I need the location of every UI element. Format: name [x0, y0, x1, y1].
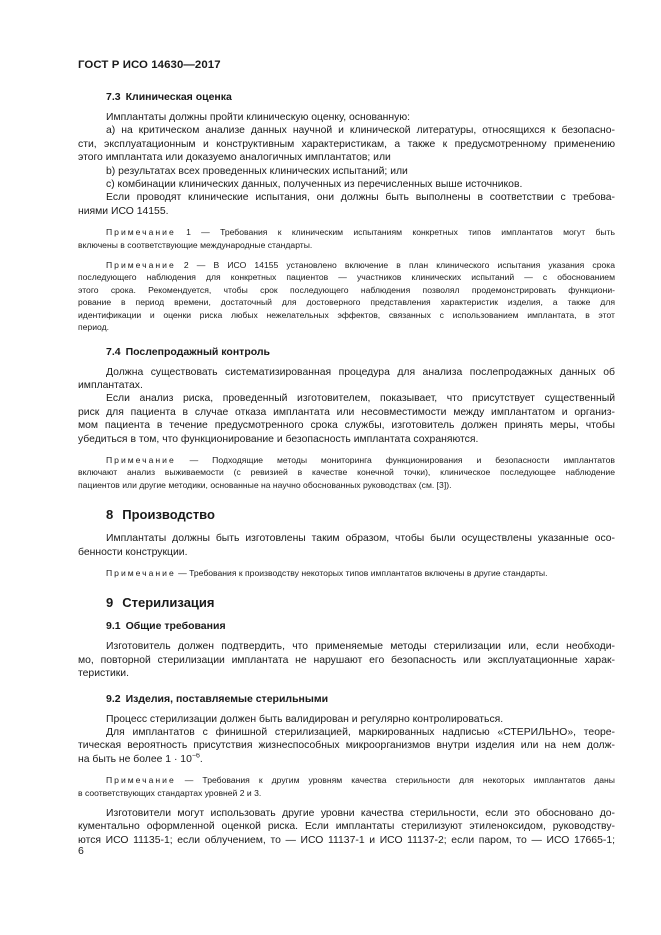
note-line: включены в соответствующие международные стандарты.	[78, 239, 313, 250]
note-text: — Требования к производству некоторых типов имплантатов включены в другие стандарты.	[175, 567, 548, 578]
text-line: этого имплантата или доказуемо аналогичных имплантатов; или	[78, 152, 391, 164]
text-line: сти, эксплуатационным и конструктивным характеристикам, а также к предусмотренному применению	[78, 138, 615, 150]
text-line: Процесс стерилизации должен быть валидирован и регулярно контролироваться.	[106, 713, 504, 725]
note-line	[78, 567, 615, 579]
text-line: кументально оформленной оценкой риска. Если имплантаты стерилизуют этиленоксидом, руководству-	[78, 821, 615, 833]
note-text: 1 — Требования к клиническим испытаниям конкретных типов имплантатов могут быть	[175, 227, 615, 238]
text-line: ниями ИСО 14155.	[78, 205, 169, 217]
note	[78, 774, 615, 799]
section-9-2-heading	[78, 693, 615, 706]
note-line: идентификации и оценки риска любых нежелательных эффектов, связанных с использованием имплантата, в этот	[78, 309, 615, 320]
document-header: ГОСТ Р ИСО 14630—2017	[78, 59, 221, 71]
section-number: 9	[106, 595, 114, 611]
paragraph	[78, 366, 615, 446]
note-1	[78, 226, 615, 251]
section-9-1-heading	[78, 620, 615, 633]
section-title: Стерилизация	[122, 595, 215, 611]
section-title: Послепродажный контроль	[125, 345, 271, 358]
note	[78, 567, 615, 579]
note-label: Примечание	[106, 567, 176, 578]
text-line: мо, повторной стерилизации имплантата не нарушают его безопасность или эксплуатационные харак-	[78, 654, 615, 666]
text-line: бенности конструкции.	[78, 546, 188, 558]
section-9-heading	[78, 595, 615, 611]
text-line: теристики.	[78, 668, 129, 680]
section-title: Производство	[122, 507, 215, 523]
text-line	[78, 753, 615, 766]
paragraph	[78, 713, 615, 767]
section-number: 8	[106, 507, 114, 523]
text-line: мом пациента в течение предусмотренного срока службы, изготовитель должен принять меры, чтобы	[78, 420, 615, 432]
text-line: тическая вероятность присутствия жизнеспособных микроорганизмов внутри изделия или на нем долж-	[78, 740, 615, 752]
text-line: имплантатах.	[78, 379, 143, 391]
section-title: Общие требования	[125, 620, 226, 633]
text-line: Должна существовать систематизированная процедура для анализа послепродажных данных об	[106, 366, 615, 378]
note-line: пациентов или другие методики, основанные на научно обоснованных руководствах (см. [3]).	[78, 479, 452, 490]
section-title: Изделия, поставляемые стерильными	[125, 692, 329, 705]
text-line: а) на критическом анализе данных научной и клинической литературы, относящихся к безопасно-	[106, 125, 615, 137]
note-line: рование в период времени, достаточный для достоверного представления характеристик изделия, а также для	[78, 297, 615, 308]
note-label: Примечание	[106, 260, 176, 271]
note	[78, 454, 615, 491]
text-line: Изготовитель должен подтвердить, что применяемые методы стерилизации или, если необходи-	[106, 641, 615, 653]
note-line	[78, 259, 615, 271]
section-8-heading	[78, 507, 615, 523]
page-number: 6	[78, 845, 84, 857]
note-line	[78, 774, 615, 786]
note-2	[78, 259, 615, 333]
paragraph	[78, 807, 615, 847]
text-line: Если анализ риска, проведенный изготовителем, показывает, что присутствует существенный	[106, 393, 615, 405]
page-content	[78, 91, 615, 847]
note-line	[78, 454, 615, 466]
section-number: 9.2	[106, 692, 121, 705]
note-label: Примечание	[106, 454, 176, 465]
note-text: — Подходящие методы мониторинга функционирования и безопасности имплантатов	[175, 454, 615, 465]
paragraph	[78, 640, 615, 680]
note-line: в соответствующих стандартах уровней 2 и 3.	[78, 787, 262, 798]
note-line: последующего наблюдения для конкретных пациентов — участников клинических испытаний — с обоснованием	[78, 272, 615, 283]
note-line	[78, 226, 615, 238]
text-line: b) результатах всех проведенных клинических испытаний; или	[106, 165, 408, 177]
paragraph	[78, 532, 615, 559]
text-fragment: на быть не более 1 · 10	[78, 753, 192, 765]
text-line: Имплантаты должны пройти клиническую оценку, основанную:	[106, 112, 411, 123]
note-text: 2 — В ИСО 14155 установлено включение в план клинического испытания указания срока	[175, 260, 615, 271]
section-7-4-heading	[78, 346, 615, 359]
note-line: этого срока. Рекомендуется, чтобы срок последующего наблюдения позволял продемонстрировать функциони-	[78, 284, 615, 295]
paragraph	[78, 111, 615, 218]
text-line: Для имплантатов с финишной стерилизацией, маркированных надписью «СТЕРИЛЬНО», теоре-	[106, 727, 615, 738]
text-fragment: .	[199, 753, 203, 765]
text-line: Изготовители могут использовать другие уровни качества стерильности, если это обосновано до-	[106, 808, 615, 820]
text-line: Если проводят клинические испытания, они должны быть выполнены в соответствии с требова-	[106, 192, 615, 204]
note-label: Примечание	[106, 227, 176, 238]
note-line: период.	[78, 322, 110, 333]
note-label: Примечание	[106, 775, 176, 786]
text-line: риск для пациента в случае отказа имплантата или несовместимости между имплантатом и организ-	[78, 406, 615, 418]
text-line: ются ИСО 11135-1; если облучением, то — ИСО 11137-1 и ИСО 11137-2; если паром, то — ИСО 17665-1;	[78, 834, 615, 846]
text-line: Имплантаты должны быть изготовлены таким образом, чтобы были осуществлены указанные осо-	[106, 533, 615, 545]
note-text: — Требования к другим уровням качества стерильности для некоторых имплантатов даны	[175, 775, 615, 786]
section-title: Клиническая оценка	[125, 91, 232, 103]
note-line: включают анализ выживаемости (с ревизией в качестве конечной точки), клиническое последующее наблюдение	[78, 467, 615, 478]
section-number: 7.4	[106, 345, 121, 358]
section-number: 9.1	[106, 620, 121, 633]
exponent: −6	[191, 752, 200, 760]
section-7-3-heading	[78, 91, 615, 104]
section-number: 7.3	[106, 91, 121, 103]
text-line: с) комбинации клинических данных, полученных из перечисленных выше источников.	[106, 179, 523, 191]
text-line: убедиться в том, что функционирование и безопасность имплантата сохраняются.	[78, 433, 479, 445]
